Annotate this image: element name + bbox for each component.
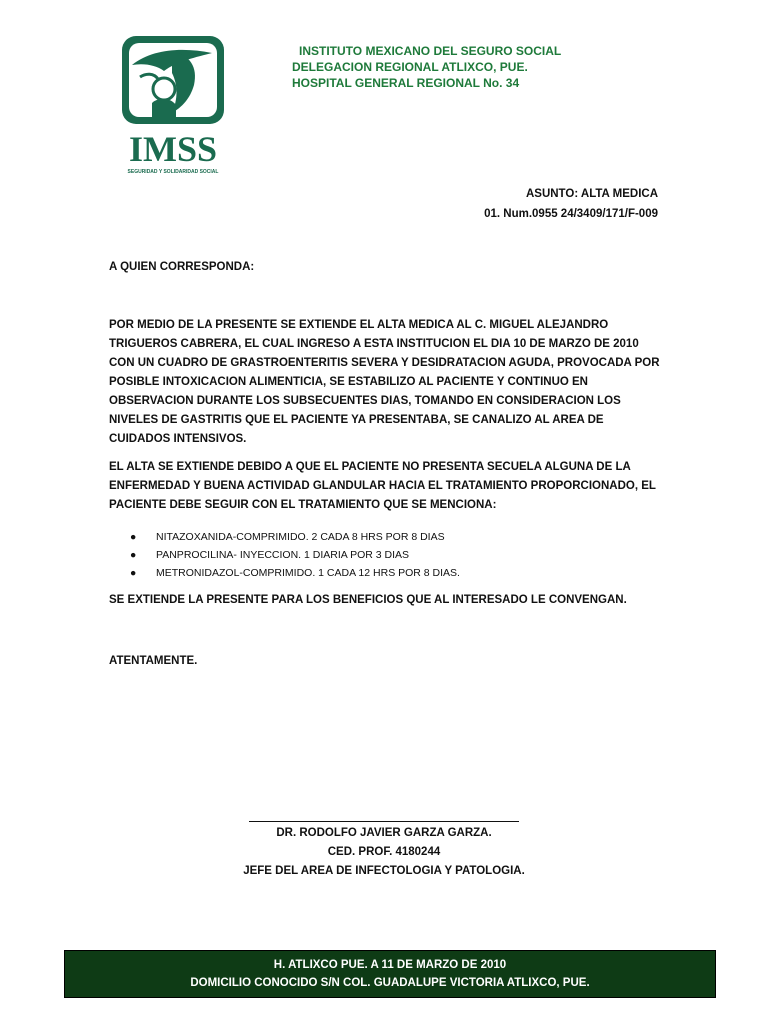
doctor-title: JEFE DEL AREA DE INFECTOLOGIA Y PATOLOGIA. [243,865,525,877]
signature-line [249,813,519,822]
paragraph-treatment: EL ALTA SE EXTIENDE DEBIDO A QUE EL PACIENTE NO PRESENTA SECUELA ALGUNA DE LA ENFERMEDAD Y BUENA ACTIVIDAD GLANDULAR HACIA EL TRATAMIENTO PROPORCIONADO, EL PACIENTE DEBE SEGUIR CON EL TRATAMIENTO QUE SE MENCIONA: [109,461,656,511]
imss-logo [112,33,234,175]
doctor-name: DR. RODOLFO JAVIER GARZA GARZA. [276,827,492,839]
signature-block [200,813,568,881]
bullet-icon: ● [130,549,137,561]
institute-name: INSTITUTO MEXICANO DEL SEGURO SOCIAL [299,44,562,58]
paragraph-rest: , EL CUAL INGRESO A ESTA INSTITUCION EL DIA 10 DE MARZO DE 2010 CON UN CUADRO DE GRASTROENTERITIS SEVERA Y DESIDRATACION AGUDA, PROVOCADA POR POSIBLE INTOXICACION ALIMENTICIA, SE ESTABILIZO AL PACIENTE Y CONTINUO EN OBSERVACION DURANTE LOS SUBSECUENTES DIAS, TOMANDO EN CONSIDERACION LOS NIVELES DE GASTRITIS QUE EL PACIENTE YA PRESENTABA, SE CANALIZO AL AREA DE CUIDADOS INTENSIVOS. [109,338,660,445]
medication-text: NITAZOXANIDA-COMPRIMIDO. 2 CADA 8 HRS POR 8 DIAS [156,531,445,543]
closing-statement: SE EXTIENDE LA PRESENTE PARA LOS BENEFICIOS QUE AL INTERESADO LE CONVENGAN. [109,594,627,606]
salutation: A QUIEN CORRESPONDA: [109,261,255,273]
list-item [130,546,460,564]
logo-wordmark: IMSS [128,129,218,169]
patient-name: C. MIGUEL ALEJANDRO TRIGUEROS CABRERA [109,319,609,350]
regional-delegation: DELEGACION REGIONAL ATLIXCO, PUE. [292,60,528,74]
reference-number: 01. Num.0955 24/3409/171/F-009 [484,208,658,220]
sign-off: ATENTAMENTE. [109,655,198,667]
subject-line: ASUNTO: ALTA MEDICA [525,188,658,200]
paragraph-discharge [109,316,661,449]
logo-tagline: SEGURIDAD Y SOLIDARIDAD SOCIAL [127,169,219,175]
footer-date-location: H. ATLIXCO PUE. A 11 DE MARZO DE 2010 [273,959,507,971]
list-item [130,564,460,582]
paragraph-intro: POR MEDIO DE LA PRESENTE SE EXTIENDE EL ALTA MEDICA AL [109,319,475,331]
medication-list [130,528,460,582]
professional-license: CED. PROF. 4180244 [327,846,441,858]
medication-text: PANPROCILINA- INYECCION. 1 DIARIA POR 3 DIAS [156,549,410,561]
hospital-name: HOSPITAL GENERAL REGIONAL No. 34 [292,76,520,90]
list-item [130,528,460,546]
footer-banner [64,950,716,998]
footer-address: DOMICILIO CONOCIDO S/N COL. GUADALUPE VICTORIA ATLIXCO, PUE. [190,977,590,989]
letterhead [292,43,561,91]
bullet-icon: ● [130,531,137,543]
bullet-icon: ● [130,567,137,579]
subject-block [484,184,658,224]
medication-text: METRONIDAZOL-COMPRIMIDO. 1 CADA 12 HRS POR 8 DIAS. [156,567,460,579]
